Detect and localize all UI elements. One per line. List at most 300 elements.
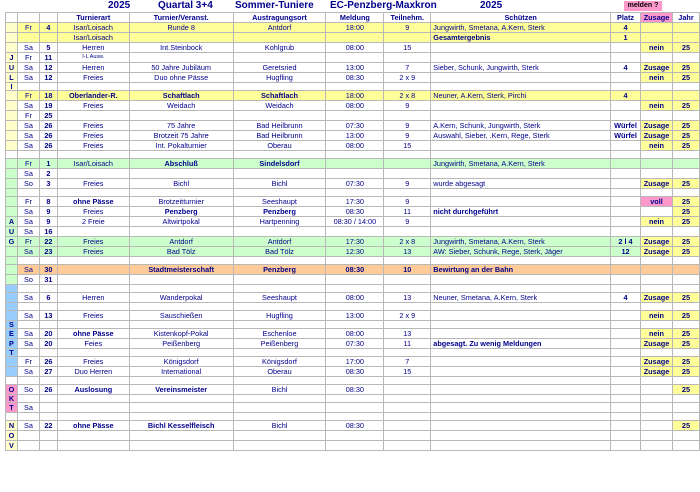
turnierart-cell: Auslosung [57, 385, 129, 395]
weekday-cell [17, 33, 39, 43]
teilnehm-cell: 13 [384, 293, 431, 303]
day-number-cell: 5 [39, 43, 57, 53]
weekday-cell [17, 321, 39, 329]
jahr-cell [672, 441, 699, 451]
turnier-cell: Brotzeit 75 Jahre [129, 131, 233, 141]
table-row [6, 33, 700, 43]
month-letter-cell: P [6, 339, 18, 349]
weekday-cell: Sa [17, 403, 39, 413]
turnierart-cell: Herren [57, 43, 129, 53]
month-letter-cell [6, 247, 18, 257]
table-row [6, 23, 700, 33]
weekday-cell: Fr [17, 237, 39, 247]
zusage-cell [641, 53, 673, 63]
turnier-cell: Altwirtpokal [129, 217, 233, 227]
jahr-cell [672, 349, 699, 357]
meldung-cell: 07:30 [326, 179, 384, 189]
turnierart-cell: Duo Herren [57, 367, 129, 377]
zusage-cell [641, 23, 673, 33]
turnier-cell: Peißenberg [129, 339, 233, 349]
platz-cell [611, 431, 641, 441]
day-number-cell: 23 [39, 247, 57, 257]
turnierart-cell [57, 395, 129, 403]
meldung-cell: 13:00 [326, 131, 384, 141]
turnierart-cell [57, 441, 129, 451]
teilnehm-cell [384, 441, 431, 451]
turnierart-cell [57, 151, 129, 159]
turnierart-cell: Freies [57, 141, 129, 151]
ort-cell [233, 413, 326, 421]
platz-cell [611, 395, 641, 403]
platz-cell [611, 441, 641, 451]
day-number-cell [39, 395, 57, 403]
ort-cell [233, 285, 326, 293]
table-row [6, 431, 700, 441]
teilnehm-cell: 9 [384, 197, 431, 207]
meldung-cell [326, 275, 384, 285]
zusage-cell: nein [641, 217, 673, 227]
title-quarter: Quartal 3+4 [158, 0, 213, 11]
turnier-cell [129, 53, 233, 63]
jahr-cell [672, 169, 699, 179]
schuetzen-cell [431, 285, 611, 293]
meldung-cell: 13:00 [326, 311, 384, 321]
teilnehm-cell: 15 [384, 141, 431, 151]
zusage-cell: Zusage [641, 121, 673, 131]
zusage-cell [641, 321, 673, 329]
month-letter-cell [6, 207, 18, 217]
turnierart-cell: Herren [57, 63, 129, 73]
platz-cell [611, 275, 641, 285]
meldung-cell [326, 111, 384, 121]
table-row [6, 217, 700, 227]
jahr-cell [672, 275, 699, 285]
ort-cell [233, 169, 326, 179]
jahr-cell [672, 431, 699, 441]
table-row [6, 63, 700, 73]
table-row [6, 91, 700, 101]
month-letter-cell [6, 43, 18, 53]
teilnehm-cell: 13 [384, 329, 431, 339]
table-row [6, 189, 700, 197]
platz-cell [611, 53, 641, 63]
schuetzen-cell [431, 441, 611, 451]
teilnehm-cell: 9 [384, 131, 431, 141]
zusage-cell [641, 257, 673, 265]
weekday-cell [17, 349, 39, 357]
platz-cell: 4 [611, 91, 641, 101]
ort-cell [233, 83, 326, 91]
meldung-cell [326, 377, 384, 385]
teilnehm-cell [384, 303, 431, 311]
platz-cell [611, 303, 641, 311]
meldung-cell: 07:30 [326, 339, 384, 349]
turnierart-cell [57, 275, 129, 285]
platz-cell [611, 189, 641, 197]
meldung-cell [326, 83, 384, 91]
meldung-cell [326, 33, 384, 43]
meldung-cell: 08:30 [326, 73, 384, 83]
zusage-cell: nein [641, 73, 673, 83]
schuetzen-cell: AW: Sieber, Schunk, Rege, Sterk, Jäger [431, 247, 611, 257]
zusage-cell [641, 169, 673, 179]
jahr-cell: 25 [672, 131, 699, 141]
turnierart-cell: Freies [57, 131, 129, 141]
table-row [6, 395, 700, 403]
turnier-cell: Bichl Kesselfleisch [129, 421, 233, 431]
ort-cell: Oberau [233, 141, 326, 151]
ort-cell [233, 303, 326, 311]
platz-cell: 4 [611, 293, 641, 303]
meldung-cell [326, 403, 384, 413]
jahr-cell [672, 23, 699, 33]
platz-cell [611, 321, 641, 329]
table-row [6, 421, 700, 431]
col-teilnehm: Teilnehm. [384, 13, 431, 23]
month-letter-cell [6, 179, 18, 189]
table-row [6, 311, 700, 321]
zusage-cell [641, 285, 673, 293]
weekday-cell: Sa [17, 293, 39, 303]
weekday-cell: Sa [17, 227, 39, 237]
day-number-cell: 27 [39, 367, 57, 377]
zusage-cell [641, 395, 673, 403]
teilnehm-cell: 9 [384, 121, 431, 131]
turnier-cell [129, 321, 233, 329]
zusage-cell [641, 265, 673, 275]
day-number-cell [39, 377, 57, 385]
jahr-cell [672, 413, 699, 421]
turnierart-cell: 2 Freie [57, 217, 129, 227]
schuetzen-cell [431, 421, 611, 431]
zusage-cell [641, 413, 673, 421]
teilnehm-cell [384, 413, 431, 421]
weekday-cell [17, 303, 39, 311]
teilnehm-cell [384, 431, 431, 441]
table-row [6, 329, 700, 339]
ort-cell [233, 377, 326, 385]
turnierart-cell [57, 431, 129, 441]
weekday-cell: Sa [17, 131, 39, 141]
zusage-cell: Zusage [641, 367, 673, 377]
table-row [6, 207, 700, 217]
day-number-cell: 9 [39, 207, 57, 217]
table-row [6, 237, 700, 247]
schuetzen-cell [431, 141, 611, 151]
turnier-cell: Kistenkopf-Pokal [129, 329, 233, 339]
day-number-cell: 12 [39, 63, 57, 73]
turnier-cell [129, 169, 233, 179]
meldung-cell [326, 285, 384, 293]
table-row [6, 349, 700, 357]
table-row [6, 303, 700, 311]
zusage-cell [641, 83, 673, 91]
table-row [6, 111, 700, 121]
jahr-cell: 25 [672, 237, 699, 247]
day-number-cell: 19 [39, 101, 57, 111]
teilnehm-cell [384, 395, 431, 403]
day-number-cell [39, 441, 57, 451]
schuetzen-cell [431, 367, 611, 377]
ort-cell: Bichl [233, 179, 326, 189]
meldung-cell: 08:00 [326, 101, 384, 111]
zusage-cell: Zusage [641, 237, 673, 247]
title-year-right: 2025 [480, 0, 503, 11]
jahr-cell [672, 265, 699, 275]
zusage-cell [641, 431, 673, 441]
turnierart-cell [57, 189, 129, 197]
weekday-cell: Sa [17, 367, 39, 377]
meldung-cell [326, 189, 384, 197]
platz-cell [611, 421, 641, 431]
turnier-cell: Schaftlach [129, 91, 233, 101]
col-jahr: Jahr [672, 13, 699, 23]
weekday-cell: Sa [17, 169, 39, 179]
platz-cell [611, 217, 641, 227]
jahr-cell [672, 257, 699, 265]
month-letter-cell [6, 311, 18, 321]
meldung-cell: 18:00 [326, 91, 384, 101]
turnier-cell: Int.Steinbock [129, 43, 233, 53]
ort-cell [233, 321, 326, 329]
teilnehm-cell: 7 [384, 63, 431, 73]
turnier-cell: Penzberg [129, 207, 233, 217]
turnierart-cell [57, 349, 129, 357]
platz-cell [611, 197, 641, 207]
meldung-cell: 17:30 [326, 197, 384, 207]
title-year-left: 2025 [108, 0, 131, 11]
turnierart-cell [57, 257, 129, 265]
day-number-cell [39, 189, 57, 197]
ort-cell: Schaftlach [233, 91, 326, 101]
ort-cell: Bichl [233, 385, 326, 395]
ort-cell: Hugfling [233, 311, 326, 321]
jahr-cell: 25 [672, 293, 699, 303]
zusage-cell [641, 207, 673, 217]
table-row [6, 367, 700, 377]
ort-cell [233, 349, 326, 357]
table-row [6, 321, 700, 329]
month-letter-cell [6, 159, 18, 169]
month-letter-cell [6, 101, 18, 111]
table-row [6, 413, 700, 421]
turnierart-cell [57, 403, 129, 413]
ort-cell: Bad Tölz [233, 247, 326, 257]
day-number-cell: 9 [39, 217, 57, 227]
turnier-cell [129, 431, 233, 441]
melden-label: melden ? [624, 1, 662, 11]
weekday-cell [17, 151, 39, 159]
month-letter-cell [6, 91, 18, 101]
turnier-cell: Brotzeitturnier [129, 197, 233, 207]
turnier-cell: Weidach [129, 101, 233, 111]
teilnehm-cell [384, 111, 431, 121]
turnier-cell [129, 403, 233, 413]
meldung-cell: 08:00 [326, 329, 384, 339]
turnier-cell [129, 285, 233, 293]
weekday-cell [17, 395, 39, 403]
weekday-cell: Fr [17, 53, 39, 63]
platz-cell [611, 339, 641, 349]
platz-cell [611, 141, 641, 151]
schuetzen-cell [431, 189, 611, 197]
turnier-cell: Stadtmeisterschaft [129, 265, 233, 275]
month-letter-cell [6, 265, 18, 275]
teilnehm-cell [384, 83, 431, 91]
turnier-cell [129, 257, 233, 265]
col-turnierart: Turnierart [57, 13, 129, 23]
schuetzen-cell: Neuner, A.Kern, Sterk, Pirchi [431, 91, 611, 101]
weekday-cell: Fr [17, 111, 39, 121]
meldung-cell [326, 349, 384, 357]
teilnehm-cell [384, 275, 431, 285]
col-turnier: Turnier/Veranst. [129, 13, 233, 23]
col-platz: Platz [611, 13, 641, 23]
teilnehm-cell: 9 [384, 179, 431, 189]
teilnehm-cell [384, 189, 431, 197]
turnier-cell: Wanderpokal [129, 293, 233, 303]
schuetzen-cell [431, 377, 611, 385]
weekday-cell: Sa [17, 207, 39, 217]
teilnehm-cell: 11 [384, 339, 431, 349]
weekday-cell: Sa [17, 311, 39, 321]
schuetzen-cell [431, 321, 611, 329]
jahr-cell: 25 [672, 207, 699, 217]
month-letter-cell: O [6, 431, 18, 441]
platz-cell: 4 [611, 63, 641, 73]
ort-cell: Penzberg [233, 265, 326, 275]
ort-cell: Bichl [233, 421, 326, 431]
month-letter-cell [6, 169, 18, 179]
weekday-cell [17, 431, 39, 441]
teilnehm-cell: 9 [384, 101, 431, 111]
zusage-cell [641, 421, 673, 431]
schuetzen-cell: Neuner, Smetana, A.Kern, Sterk [431, 293, 611, 303]
day-number-cell [39, 151, 57, 159]
schedule-table [5, 12, 700, 451]
turnierart-cell: ohne Pässe [57, 329, 129, 339]
teilnehm-cell [384, 151, 431, 159]
ort-cell: Bad Heilbrunn [233, 121, 326, 131]
teilnehm-cell [384, 227, 431, 237]
teilnehm-cell: 15 [384, 43, 431, 53]
weekday-cell: So [17, 385, 39, 395]
turnier-cell: Int. Pokalturnier [129, 141, 233, 151]
jahr-cell: 25 [672, 179, 699, 189]
weekday-cell: Sa [17, 329, 39, 339]
turnierart-cell: Freies [57, 73, 129, 83]
teilnehm-cell: 9 [384, 217, 431, 227]
platz-cell [611, 265, 641, 275]
schuetzen-cell [431, 197, 611, 207]
zusage-cell: nein [641, 311, 673, 321]
ort-cell [233, 257, 326, 265]
schuetzen-cell [431, 349, 611, 357]
table-row [6, 377, 700, 385]
day-number-cell [39, 83, 57, 91]
schuetzen-cell [431, 73, 611, 83]
turnierart-cell: Isar/Loisach [57, 159, 129, 169]
schuetzen-cell [431, 227, 611, 237]
weekday-cell: So [17, 275, 39, 285]
day-number-cell: 18 [39, 91, 57, 101]
turnier-cell: Bichl [129, 179, 233, 189]
turnierart-cell: Feies [57, 339, 129, 349]
meldung-cell: 13:00 [326, 63, 384, 73]
ort-cell: Antdorf [233, 237, 326, 247]
jahr-cell [672, 91, 699, 101]
jahr-cell [672, 395, 699, 403]
col-meldung: Meldung [326, 13, 384, 23]
turnierart-cell: Freies [57, 101, 129, 111]
zusage-cell: nein [641, 43, 673, 53]
jahr-cell: 25 [672, 141, 699, 151]
table-row [6, 339, 700, 349]
meldung-cell [326, 303, 384, 311]
ort-cell: Königsdorf [233, 357, 326, 367]
table-row [6, 265, 700, 275]
zusage-cell [641, 403, 673, 413]
day-number-cell: 4 [39, 23, 57, 33]
turnierart-cell: Freies [57, 247, 129, 257]
day-number-cell [39, 285, 57, 293]
zusage-cell: Zusage [641, 293, 673, 303]
teilnehm-cell [384, 53, 431, 63]
ort-cell [233, 275, 326, 285]
table-row [6, 151, 700, 159]
meldung-cell: 08:30 [326, 207, 384, 217]
teilnehm-cell: 2 x 9 [384, 73, 431, 83]
zusage-cell [641, 111, 673, 121]
table-row [6, 101, 700, 111]
platz-cell [611, 101, 641, 111]
platz-cell [611, 329, 641, 339]
turnier-cell [129, 189, 233, 197]
month-letter-cell: T [6, 403, 18, 413]
jahr-cell: 25 [672, 101, 699, 111]
month-letter-cell: O [6, 385, 18, 395]
weekday-cell: Sa [17, 141, 39, 151]
weekday-cell: Sa [17, 101, 39, 111]
table-row [6, 83, 700, 91]
schuetzen-cell [431, 431, 611, 441]
platz-cell [611, 179, 641, 189]
jahr-cell: 25 [672, 197, 699, 207]
platz-cell: 12 [611, 247, 641, 257]
table-row [6, 275, 700, 285]
schuetzen-cell [431, 385, 611, 395]
ort-cell: Hartpenning [233, 217, 326, 227]
meldung-cell [326, 431, 384, 441]
month-letter-cell [6, 285, 18, 293]
table-row [6, 247, 700, 257]
table-row [6, 131, 700, 141]
turnier-cell [129, 111, 233, 121]
schuetzen-cell: Sieber, Schunk, Jungwirth, Sterk [431, 63, 611, 73]
ort-cell [233, 441, 326, 451]
ort-cell [233, 189, 326, 197]
weekday-cell [17, 413, 39, 421]
weekday-cell: Sa [17, 121, 39, 131]
schuetzen-cell [431, 395, 611, 403]
turnierart-cell: Freies [57, 121, 129, 131]
day-number-cell: 13 [39, 311, 57, 321]
teilnehm-cell [384, 285, 431, 293]
month-letter-cell: U [6, 63, 18, 73]
month-letter-cell [6, 367, 18, 377]
zusage-cell [641, 189, 673, 197]
schuetzen-cell [431, 217, 611, 227]
